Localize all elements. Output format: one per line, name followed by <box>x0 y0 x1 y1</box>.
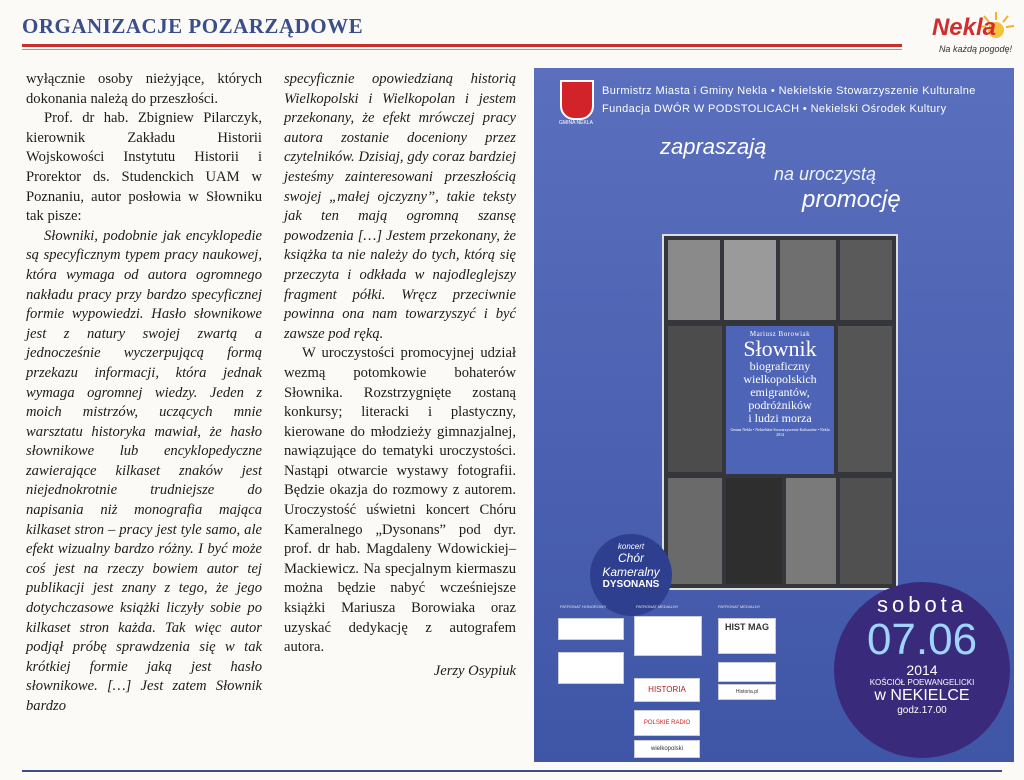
article-column-1 <box>26 70 262 717</box>
book-cover <box>662 234 898 590</box>
sponsor-label: PATRONAT HONOROWY <box>560 604 607 609</box>
invite-line: zapraszają <box>660 134 767 159</box>
event-date: 07.06 <box>866 615 978 664</box>
portrait-photo <box>668 478 722 584</box>
portrait-photo <box>668 326 722 472</box>
organizers-line: Fundacja DWÓR W PODSTOLICACH • Nekielski Ośrodek Kultury <box>602 103 947 115</box>
organizers-line: Burmistrz Miasta i Gminy Nekla • Nekielskie Stowarzyszenie Kulturalne <box>602 85 976 97</box>
concert-kameralny: Kameralny <box>602 565 660 579</box>
book-author: Mariusz Borowiak <box>749 330 811 338</box>
sponsor-logo: POLSKIE RADIO <box>634 710 700 736</box>
book-subtitle-line: podróżników <box>748 398 812 412</box>
crest-icon <box>560 80 594 120</box>
concert-chor: Chór <box>617 551 644 565</box>
book-footer: Gmina Nekla • Nekielskie Stowarzyszenie Kulturalne • Nekla 2014 <box>730 427 830 437</box>
sponsor-logo: wielkopolski <box>634 740 700 758</box>
header-rule <box>22 44 902 47</box>
event-time: godz.17.00 <box>897 705 947 716</box>
sponsor-logo <box>558 618 624 640</box>
sponsor-logo: Historia.pl <box>718 684 776 700</box>
paragraph: wyłącznie osoby nieżyjące, których dokonania należą do przeszłości. <box>26 71 262 107</box>
poster-organizers <box>602 82 1006 118</box>
sponsor-logo: HIST MAG <box>718 618 776 654</box>
invite-line: promocję <box>802 186 901 213</box>
quote-paragraph: Słowniki, podobnie jak encyklopedie są specyficznym typem pracy naukowej, która wymaga od autora ogromnego nakładu pracy przy bardzo specyficznej formie wypowiedzi. Hasło słownikowe jest z natury swojej zwartą a jednocześnie wyczerpującą formą przekazu informacji, która jednak wymaga ogromnej wiedzy. Jeden z moich mistrzów, uczących mnie warsztatu historyka mawiał, że hasło słownikowe lub encyklopedyczne zawierające kilkaset znaków jest niejednokrotnie trudniejsze do napisania niż monografia mająca kilkaset stron – pracy jest tyle samo, ale efekt wizualny bardzo różny. I być może coś jest na rzeczy bowiem autor tej publikacji jest znany z tego, że jego dotychczasowe książki liczyły sobie po kilkaset stron każda. Tak więc autor podjął próbę sprawdzenia się w tak krótkiej formie jaką jest hasło słownikowe. […] Jest zatem Słownik bardzo <box>26 227 262 714</box>
book-subtitle-line: emigrantów, <box>750 385 810 399</box>
logo-tagline: Na każdą pogodę! <box>938 44 1012 54</box>
footer-rule <box>22 770 1002 772</box>
sponsor-label: PATRONAT MEDIALNY <box>718 604 761 609</box>
book-subtitle-line: biograficzny <box>749 359 811 373</box>
event-poster <box>534 68 1014 762</box>
event-day: sobota <box>876 592 968 617</box>
sponsor-logo <box>718 662 776 682</box>
logo-wordmark[interactable]: Nekla <box>931 14 996 41</box>
sponsor-logo: HISTORIA <box>634 678 700 702</box>
portrait-photo <box>726 478 782 584</box>
portrait-photo <box>780 240 836 320</box>
sponsor-logo <box>558 652 624 684</box>
paragraph: W uroczystości promocyjnej udział wezmą potomkowie bohaterów Słownika. Rozstrzygnięte zostaną konkursy; literacki i plastyczny, kierowane do młodzieży gimnazjalnej, nawiązujące do tematyki uroczystości. Nastąpi otwarcie wystawy fotografii. Będzie okazja do rozmowy z autorem. Uroczystość uświetni koncert Chóru Kameralnego „Dysonans” pod dyr. prof. dr hab. Magdaleny Wdowickiej–Mackiewicz. Na specjalnym kiermaszu można będzie nabyć wcześniejsze książki Mariusza Borowiaka oraz uzyskać dedykację z autografem autora. <box>284 345 516 656</box>
header-rule-thin <box>22 49 902 50</box>
book-subtitle-line: i ludzi morza <box>748 411 812 425</box>
book-subtitle-line: wielkopolskich <box>743 372 817 386</box>
portrait-photo <box>668 240 720 320</box>
date-badge <box>834 582 1010 758</box>
event-city: w NEKIELCE <box>874 687 970 704</box>
sponsor-logo <box>634 616 702 656</box>
sponsor-label: PATRONAT MEDIALNY <box>636 604 679 609</box>
portrait-photo <box>840 478 892 584</box>
portrait-photo <box>786 478 836 584</box>
event-venue: KOŚCIÓŁ POEWANGELICKI <box>869 678 975 687</box>
paragraph: Prof. dr hab. Zbigniew Pilarczyk, kierownik Zakładu Historii Wojskowości Instytutu Historii i Prorektor ds. Studenckich UAM w Poznaniu, autor posłowia w Słowniku tak pisze: <box>26 110 262 225</box>
invite-line: na uroczystą <box>774 164 877 184</box>
event-year: 2014 <box>906 662 938 678</box>
book-title: Słownik <box>743 336 817 361</box>
author-signature: Jerzy Osypiuk <box>433 662 516 679</box>
portrait-photo <box>840 240 892 320</box>
crest-label: GMINA NEKLA <box>559 120 593 126</box>
quote-paragraph: specyficznie opowiedzianą historią Wielkopolski i Wielkopolan i jestem przekonany, że efekt mrówczej pracy autora zostanie doceniony przez czytelników. Dzisiaj, gdy coraz bardziej jesteśmy zainteresowani przeszłością swojej „małej ojczyzny”, takie teksty jak ten mają ogromną szansę powodzenia […] Jestem przekonany, że książka ta nie należy do tych, którą się przeczyta i odkłada w najodleglejszy fragment półki. Wręcz przeciwnie powinna ona nam towarzyszyć i być zawsze pod ręką. <box>284 71 516 342</box>
book-title-box <box>726 326 834 474</box>
section-title: ORGANIZACJE POZARZĄDOWE <box>22 14 364 38</box>
portrait-photo <box>838 326 892 472</box>
concert-label: koncert <box>617 542 645 551</box>
portrait-photo <box>724 240 776 320</box>
concert-dysonans: DYSONANS <box>602 579 660 590</box>
article-column-2 <box>284 70 516 681</box>
